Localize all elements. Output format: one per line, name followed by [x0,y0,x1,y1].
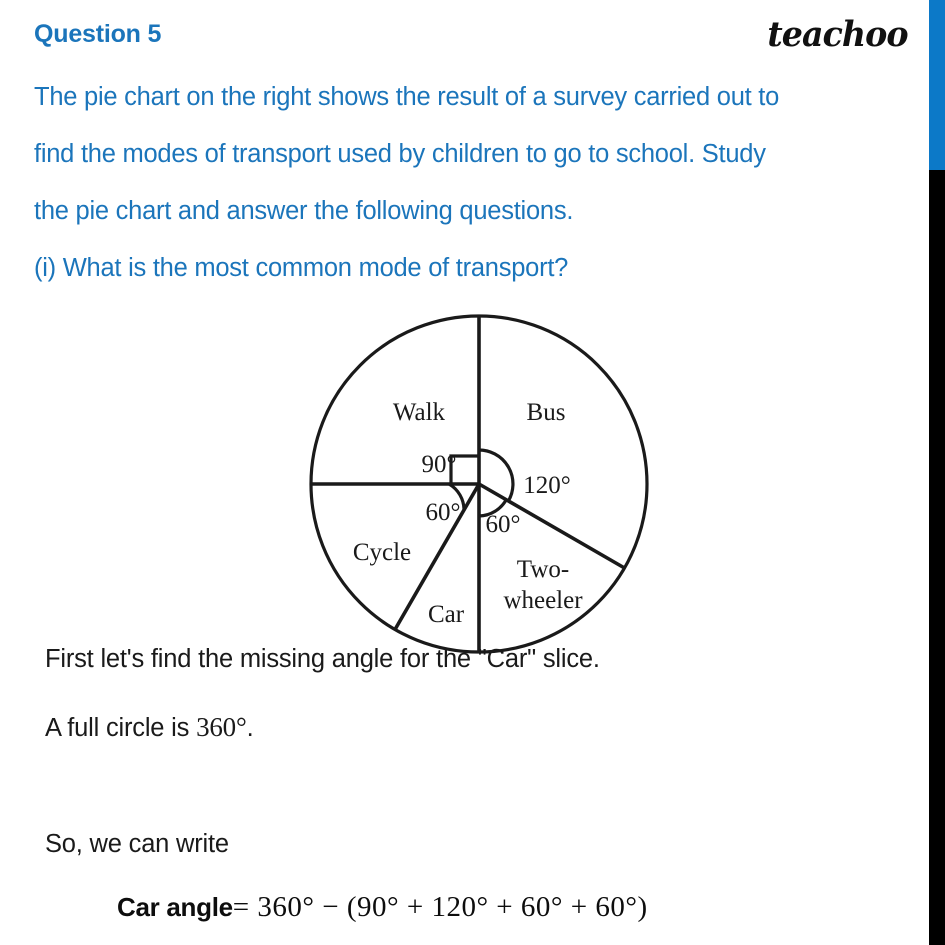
solution-line-3: So, we can write [45,830,229,858]
teachoo-logo: teachoo [767,14,908,55]
pie-label-two-wheeler-line1: Two- [516,556,570,583]
pie-label-cycle: Cycle [352,539,412,566]
angle-label-cycle: 60° [425,499,461,526]
pie-chart-figure [295,300,665,665]
angle-label-two-wheeler: 60° [485,511,521,538]
pie-label-two-wheeler-line2: wheeler [503,587,583,614]
angle-label-bus: 120° [523,472,571,499]
car-angle-equation [117,891,648,924]
prompt-line-2: find the modes of transport used by children to go to school. Study [34,140,766,168]
page-title: Question 5 [34,20,162,48]
pie-label-bus: Bus [526,399,566,426]
equation-rhs: = 360° − (90° + 120° + 60° + 60°) [232,891,648,923]
pie-chart-svg [295,300,665,665]
prompt-line-3: the pie chart and answer the following questions. [34,197,574,225]
solution-line-2-prefix: A full circle is [45,714,197,742]
sub-question-i: (i) What is the most common mode of transport? [34,254,569,282]
solution-full-circle-value: 360° [196,712,247,742]
pie-label-walk: Walk [392,399,446,426]
solution-line-2 [45,712,253,743]
equation-lhs: Car angle [117,892,233,922]
prompt-line-1: The pie chart on the right shows the result of a survey carried out to [34,83,780,111]
solution-line-1: First let's find the missing angle for the "Car" slice. [45,645,600,673]
edge-accent-bar-black [929,170,945,945]
solution-line-2-suffix: . [246,714,254,742]
pie-label-car: Car [427,601,465,628]
edge-accent-bar-blue [929,0,945,170]
angle-label-walk: 90° [421,451,457,478]
